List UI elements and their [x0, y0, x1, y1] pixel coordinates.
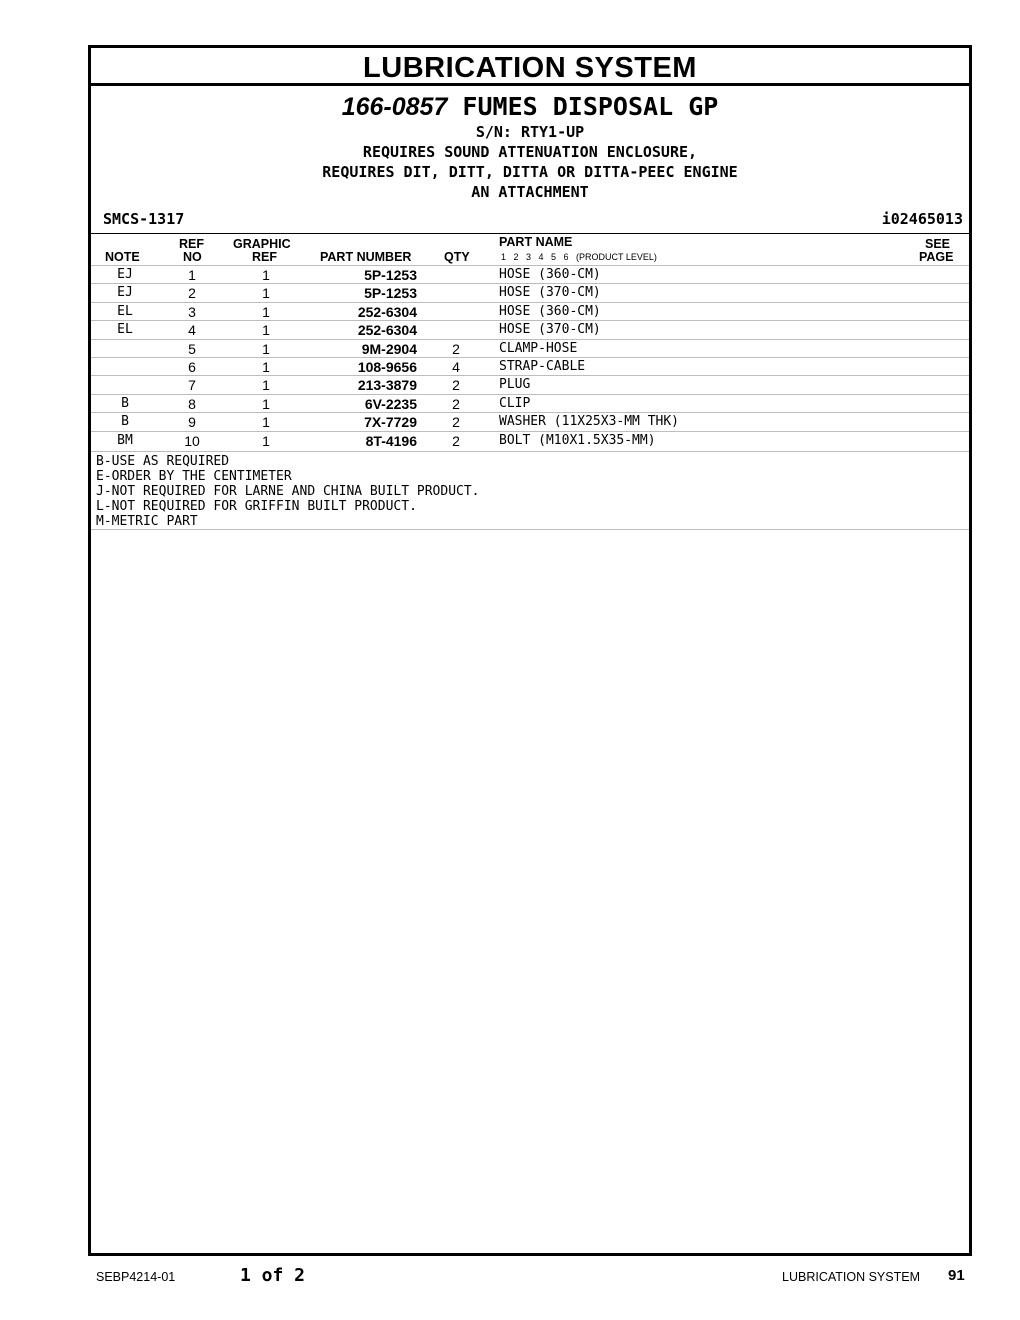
qty-cell: 2 [452, 340, 460, 357]
ref-cell: 5 [188, 340, 196, 357]
note-cell: EL [117, 322, 133, 338]
col-see-top: SEE [925, 237, 951, 251]
table-row [91, 431, 969, 449]
requirement-line: REQUIRES SOUND ATTENUATION ENCLOSURE, [362, 143, 698, 161]
requirement-line: REQUIRES DIT, DITT, DITTA OR DITTA-PEEC ENGINE [322, 163, 738, 181]
smcs-code: SMCS-1317 [103, 210, 185, 228]
ref-cell: 9 [188, 414, 196, 431]
header-divider [91, 233, 969, 234]
col-part-name: PART NAME [499, 235, 573, 249]
table-row [91, 302, 969, 320]
footer-doc-number: SEBP4214-01 [96, 1270, 176, 1284]
part-number-link[interactable]: 7X-7729 [364, 414, 417, 431]
graphic-cell: 1 [262, 303, 270, 320]
col-note: NOTE [105, 250, 140, 264]
part-number-link[interactable]: 252-6304 [357, 303, 417, 320]
col-graphic-bottom: REF [252, 250, 277, 264]
part-number-link[interactable]: 6V-2235 [364, 395, 417, 412]
col-see-bottom: PAGE [919, 250, 954, 264]
footer-section: LUBRICATION SYSTEM [782, 1270, 920, 1284]
ref-cell: 8 [188, 395, 196, 412]
note-line: M-METRIC PART [96, 514, 198, 529]
ref-cell: 4 [188, 322, 196, 339]
col-ref-top: REF [179, 237, 204, 251]
note-line: B-USE AS REQUIRED [96, 454, 230, 469]
ref-cell: 2 [188, 285, 196, 302]
part-name-cell: WASHER (11X25X3-MM THK) [499, 414, 680, 430]
page-frame [88, 45, 972, 1256]
part-name-cell: PLUG [499, 377, 531, 393]
table-row [91, 357, 969, 375]
note-cell: B [121, 414, 129, 430]
note-cell: EJ [117, 267, 133, 282]
note-cell: EJ [117, 285, 133, 301]
col-ref-bottom: NO [183, 250, 202, 264]
ref-cell: 7 [188, 377, 196, 394]
col-part-number: PART NUMBER [320, 250, 412, 264]
ref-cell: 10 [184, 432, 200, 449]
table-row [91, 265, 969, 283]
part-name-cell: HOSE (360-CM) [499, 303, 601, 319]
group-name: FUMES DISPOSAL GP [462, 92, 719, 121]
graphic-cell: 1 [262, 322, 270, 339]
part-name-cell: STRAP-CABLE [499, 358, 586, 374]
part-number-link[interactable]: 5P-1253 [364, 267, 417, 283]
graphic-cell: 1 [262, 267, 270, 283]
notes-legend [91, 451, 969, 530]
part-number-link[interactable]: 252-6304 [357, 322, 417, 339]
qty-cell: 2 [452, 414, 460, 431]
serial-number: S/N: RTY1-UP [475, 123, 585, 141]
requirement-line: AN ATTACHMENT [471, 183, 589, 201]
graphic-cell: 1 [262, 414, 270, 431]
group-part-number[interactable]: 166-0857 [341, 93, 448, 121]
graphic-cell: 1 [262, 340, 270, 357]
section-title: LUBRICATION SYSTEM [91, 48, 969, 86]
table-row [91, 339, 969, 357]
graphic-cell: 1 [262, 432, 270, 449]
qty-cell: 2 [452, 395, 460, 412]
table-row [91, 412, 969, 430]
note-cell: B [121, 395, 129, 411]
part-name-cell: BOLT (M10X1.5X35-MM) [499, 432, 656, 448]
table-row [91, 375, 969, 393]
col-product-levels: 1 2 3 4 5 6 (PRODUCT LEVEL) [501, 252, 657, 262]
table-row [91, 283, 969, 301]
part-name-cell: HOSE (360-CM) [499, 267, 601, 282]
graphic-cell: 1 [262, 358, 270, 375]
part-number-link[interactable]: 8T-4196 [365, 432, 417, 449]
table-row [91, 320, 969, 338]
graphic-cell: 1 [262, 395, 270, 412]
footer-page-of: 1 of 2 [240, 1265, 306, 1286]
table-row [91, 394, 969, 412]
graphic-cell: 1 [262, 285, 270, 302]
col-graphic-top: GRAPHIC [233, 237, 291, 251]
part-number-link[interactable]: 5P-1253 [364, 285, 417, 302]
note-cell: BM [117, 432, 133, 448]
part-name-cell: CLAMP-HOSE [499, 340, 578, 356]
part-number-link[interactable]: 108-9656 [357, 358, 417, 375]
note-line: E-ORDER BY THE CENTIMETER [96, 469, 292, 484]
part-name-cell: HOSE (370-CM) [499, 322, 601, 338]
ref-cell: 1 [188, 267, 196, 283]
note-cell: EL [117, 303, 133, 319]
ref-cell: 6 [188, 358, 196, 375]
part-number-link[interactable]: 213-3879 [357, 377, 417, 394]
part-number-link[interactable]: 9M-2904 [361, 340, 417, 357]
col-qty: QTY [444, 250, 470, 264]
qty-cell: 2 [452, 377, 460, 394]
note-line: J-NOT REQUIRED FOR LARNE AND CHINA BUILT PRODUCT. [96, 484, 480, 499]
footer-page-number: 91 [948, 1267, 965, 1284]
graphic-cell: 1 [262, 377, 270, 394]
qty-cell: 4 [452, 358, 460, 375]
qty-cell: 2 [452, 432, 460, 449]
part-name-cell: HOSE (370-CM) [499, 285, 601, 301]
part-name-cell: CLIP [499, 395, 531, 411]
parts-table [91, 265, 969, 449]
illustration-id: i02465013 [881, 210, 963, 228]
group-title [91, 92, 969, 122]
ref-cell: 3 [188, 303, 196, 320]
note-line: L-NOT REQUIRED FOR GRIFFIN BUILT PRODUCT. [96, 499, 417, 514]
